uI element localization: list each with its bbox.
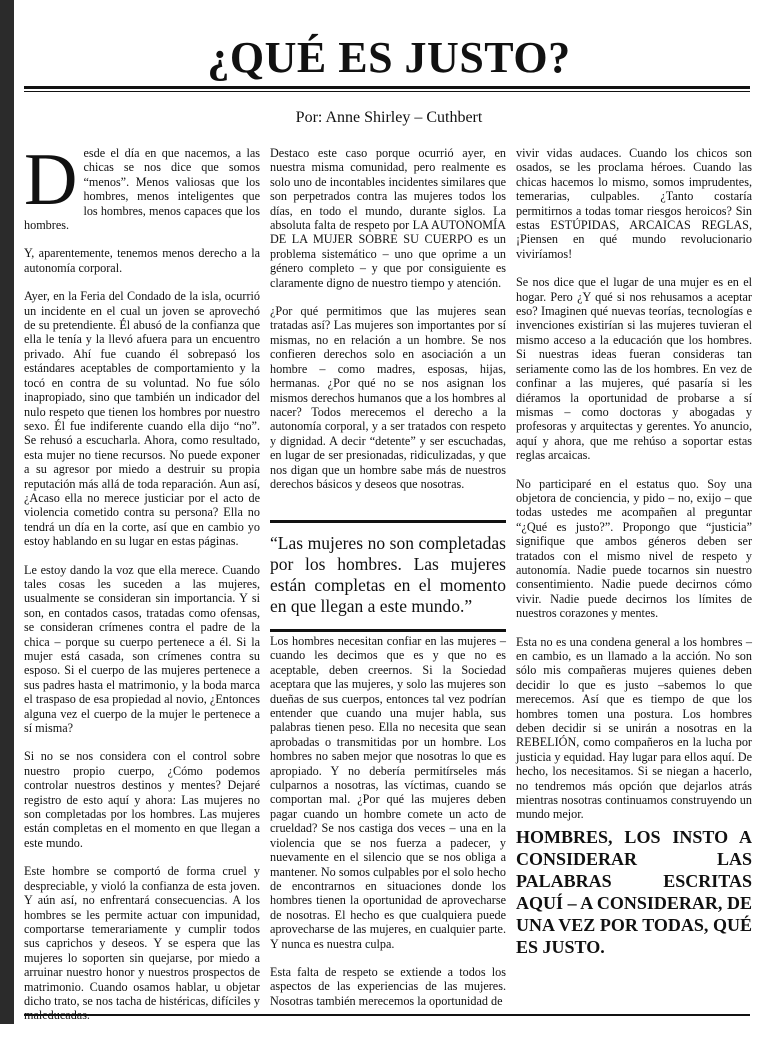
paragraph: Si no se nos considera con el control sobre nuestro propio cuerpo, ¿Cómo podemos controlar nuestros destinos y mentes? Dejaré registro de esto aquí y ahora: Las mujeres no son completadas por los hombres. Las mujeres están completas en el momento en que llegan a este mundo. (24, 749, 260, 850)
title-rule-thin (24, 91, 750, 92)
paragraph: Se nos dice que el lugar de una mujer es en el hogar. Pero ¿Y qué si nos rehusamos a aceptar eso? Imaginen qué nuevas teorías, tecnologías e invenciones existirían si las mujeres tuvieran el mismo acceso a la educación que los hombres. Si nuestras ideas fueran consideras tan seriamente como las de los hombres. En vez de confinar a las mujeres, qué pasaría si les diéramos la oportunidad de probarse a sí mismas – como doctoras y abogadas y profesoras y arquitectas y gerentes. Yo anuncio, aquí y ahora, que me rehúso a soportar estas reglas arcaicas. (516, 275, 752, 463)
paragraph: Destaco este caso porque ocurrió ayer, en nuestra misma comunidad, pero realmente es solo uno de incontables incidentes similares que son perpetrados contra las mujeres todos los días, en todo el mundo, durante siglos. La absoluta falta de respeto por LA AUTONOMÍA DE LA MUJER SOBRE SU CUERPO es un problema sistemático – uno que oprime a un género completo – y que por consiguiente es claramente digno de nuestro tiempo y atención. (270, 146, 506, 290)
bottom-rule (24, 1014, 750, 1016)
column-2 (270, 146, 506, 505)
article-title: ¿QUÉ ES JUSTO? (207, 33, 571, 82)
paragraph: Desde el día en que nacemos, a las chicas se nos dice que somos “menos”. Menos valiosas que los hombres, menos inteligentes que los hombres, menos capaces que los hombres. (24, 139, 260, 233)
closing-statement: HOMBRES, LOS INSTO A CONSIDERAR LAS PALABRAS ESCRITAS AQUÍ – A CONSIDERAR, DE UNA VEZ POR TODAS, QUÉ ES JUSTO. (516, 827, 752, 957)
drop-cap: D (24, 139, 78, 221)
paragraph: Esta no es una condena general a los hombres – en cambio, es un llamado a la acción. No son sólo mis compañeras mujeres quienes deben decidir lo que es justo –sabemos lo que merecemos. Así que es tiempo de que los hombres tomen una postura. Los hombres deben decidir si se unirán a nosotras en la REBELIÓN, como compañeros en la lucha por justicia y equidad. Hay lugar para ellos aquí. De hecho, los necesitamos. Si se niegan a hacerlo, no tendremos más opción que dejarlos atrás mientras nosotras continuamos construyendo un mundo mejor. (516, 634, 752, 822)
pull-quote: “Las mujeres no son completadas por los hombres. Las mujeres están completas en el momento en que llegan a este mundo.” (270, 520, 506, 632)
paragraph: ¿Por qué permitimos que las mujeres sean tratadas así? Las mujeres son importantes por sí mismas, no en relación a un hombre. Se nos confieren derechos solo en asociación a un hombre – como madres, esposas, hijas, hermanas. ¿Por qué no se nos asignan los mismos derechos humanos que a los hombres al nacer? Todos merecemos el derecho a la autonomía corporal, y a ser tratados con respeto y dignidad. A decir “detente” y ser escuchadas, en lugar de ser presionadas, ridiculizadas, y que nos digan que un hombre sabe más de nuestros derechos básicos y deseos que nosotras. (270, 304, 506, 491)
left-edge-bar (0, 0, 14, 1024)
paragraph: Ayer, en la Feria del Condado de la isla, ocurrió un incidente en el cual un joven se aprovechó de su pretendiente. Él abusó de la confianza que ella le tenía y la llevó afuera para un encuentro privado. Ahí fue cuando él sobrepasó los estándares aceptables de comportamiento y la tocó en contra de su voluntad. No fue sólo inapropiado, sino que también un indicador del nulo respeto que tienen los hombres por nuestro sexo. Él fue indiferente cuando ella dijo “no”. Se rehusó a escucharla. Ahora, como resultado, esta mujer no tiene recursos. No puede exponer a su agresor por miedo a destruir su propia reputación más allá de toda reparación. Aun así, ¿Acaso ella no merece justiciar por el acto de violencia cometido contra su persona? Ella no tendrá un día en la corte, así que en cambio yo estoy hablando en su lugar en estas páginas. (24, 289, 260, 549)
byline: Por: Anne Shirley – Cuthbert (295, 109, 483, 126)
paragraph: Los hombres necesitan confiar en las mujeres – cuando les decimos que es y que no es aceptable, deben creernos. Si la Sociedad aceptara que las mujeres, y solo las mujeres son dueñas de sus cuerpos, entonces tal vez podrían entender que cuando una mujer habla, sus palabras tienen peso. Ella no necesita que sean aprobadas o transmitidas por un hombre. Los hombres no saben mejor que nosotras lo que es apropiado. Y no debería permitírseles más culparnos a nosotras, las víctimas, cuando se comportan mal. ¿Por qué las mujeres deben pagar cuando un hombre comete un acto de crueldad? Se nos castiga dos veces – una en la violencia que se nos fuerza a padecer, y nuevamente en el silencio que se nos obliga a mantener. No somos culpables por el solo hecho de encontrarnos en situaciones donde los hombres tienen la oportunidad de aprovecharse de nosotras. El hecho es que cualquiera puede aprovecharse de las mujeres, en cualquier parte. Y nunca es nuestra culpa. (270, 634, 506, 951)
column-2-continued (270, 634, 506, 1022)
paragraph: Este hombre se comportó de forma cruel y despreciable, y violó la confianza de esta joven. Y aún así, no enfrentará consecuencias. A los hombres se les permite actuar con impunidad, comportarse temerariamente y cumplir todos sus caprichos y deseos. Y se espera que las mujeres lo soporten sin quejarse, por miedo a arruinar nuestro honor y nuestros prospectos de matrimonio. Cuando osamos hablar, u objetar dicho trato, se nos tacha de histéricas, difíciles y (24, 864, 260, 1008)
title-rule-thick (24, 86, 750, 89)
column-3 (516, 146, 752, 836)
column-1 (24, 139, 260, 1037)
paragraph: Le estoy dando la voz que ella merece. Cuando tales cosas les suceden a las mujeres, usualmente se consideran sin importancia. Y si son, en contados casos, tratadas como ofensas, se consideran crímenes contra el padre de la chica – porque su cuerpo pertenece a él. Si la mujer está casada, son crímenes contra su esposo. Si el cuerpo de las mujeres pertenece a sus padres hasta el matrimonio, y la boda marca el traspaso de esa propiedad al novio, ¿Entonces alguna vez el cuerpo de la mujer le pertenece a sí misma? (24, 562, 260, 736)
paragraph: No participaré en el estatus quo. Soy una objetora de conciencia, y pido – no, exijo – que todas ustedes me acompañen al preguntar “¿Qué es justo?”. Propongo que “justicia” signifique que ambos géneros deben ser tratados con el mismo nivel de respeto y autonomía. Nadie puede tocarnos sin nuestro consentimiento. Nadie puede decirnos cómo vivir. Nadie puede decirnos los límites de nuestros corazones y mentes. (516, 476, 752, 621)
paragraph: Y, aparentemente, tenemos menos derecho a la autonomía corporal. (24, 246, 260, 275)
article-page (24, 0, 754, 1024)
paragraph: vivir vidas audaces. Cuando los chicos son osados, se les proclama héroes. Cuando las chicas hacemos lo mismo, somos imprudentes, temerarias, culpables. ¿Tanto costaría permitirnos a todas tomar riesgos heroicos? Sin estas ESTÚPIDAS, ARCAICAS REGLAS, ¡Piensen en qué mundo revolucionario viviríamos! (516, 146, 752, 261)
paragraph: Esta falta de respeto se extiende a todos los aspectos de las experiencias de las mujeres. Nosotras también merecemos la oportunidad de (270, 964, 506, 1008)
